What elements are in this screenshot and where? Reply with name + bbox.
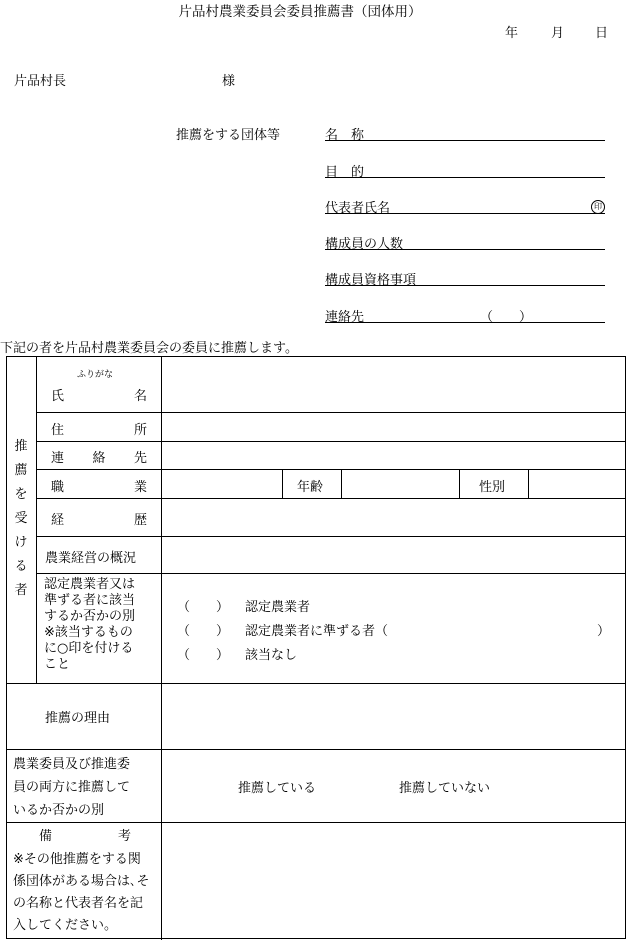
org-contact-label: 連絡先 — [325, 310, 365, 325]
dual-yes-option[interactable]: 推薦している — [238, 781, 317, 796]
org-representative-label: 代表者氏名 — [325, 201, 391, 216]
option-paren[interactable]: （ ） — [177, 648, 230, 663]
option-none: 該当なし — [245, 648, 298, 663]
seal-icon: 印 — [591, 200, 605, 214]
side-label: 推 薦 を 受 け る 者 — [14, 439, 28, 598]
career-field[interactable] — [162, 499, 625, 536]
furigana-label: ふりがな — [77, 370, 114, 380]
date-month: 月 — [551, 26, 565, 41]
org-name-label: 名 称 — [325, 128, 365, 143]
address-label: 住 所 — [51, 423, 147, 438]
farm-management-label: 農業経営の概況 — [45, 551, 137, 566]
remarks-label: 備 考 — [39, 829, 131, 844]
addressee: 片品村長 — [14, 74, 67, 89]
dual-no-option[interactable]: 推薦していない — [399, 781, 491, 796]
divider — [36, 357, 37, 683]
option-paren[interactable]: （ ） — [177, 624, 230, 639]
dual-question-label: 農業委員及び推進委 員の両方に推薦して いるか否かの別 — [13, 757, 131, 818]
name-field[interactable] — [162, 357, 625, 412]
remarks-note: ※その他推薦をする関 係団体がある場合は､そ の名称と代表者名を記 入してください。 — [13, 852, 150, 933]
org-purpose-label: 目 的 — [325, 165, 365, 180]
intro-text: 下記の者を片品村農業委員会の委員に推薦します。 — [0, 341, 298, 356]
org-section-label: 推薦をする団体等 — [176, 128, 281, 143]
name-label: 氏 名 — [51, 389, 147, 404]
divider — [7, 749, 625, 750]
org-qualification-line[interactable] — [325, 285, 605, 286]
org-member-count-label: 構成員の人数 — [325, 237, 404, 252]
option-certified: 認定農業者 — [245, 600, 311, 615]
certified-question-label: 認定農業者又は 準ずる者に該当 するか否かの別 ※該当するもの に○印を付ける こと — [44, 577, 136, 672]
gender-field[interactable] — [529, 470, 625, 498]
org-purpose-line[interactable] — [325, 177, 605, 178]
date-year: 年 — [505, 26, 519, 41]
org-contact-line[interactable] — [325, 322, 605, 323]
org-representative-line[interactable] — [325, 213, 605, 214]
reason-label: 推薦の理由 — [45, 711, 111, 726]
org-qualification-label: 構成員資格事項 — [325, 273, 417, 288]
occupation-field[interactable] — [162, 470, 282, 498]
contact-label: 連 絡 先 — [51, 451, 147, 466]
occupation-label: 職 業 — [51, 480, 147, 495]
option-equivalent-close: ） — [597, 624, 611, 639]
recommendation-form — [6, 356, 626, 939]
contact-field[interactable] — [162, 442, 625, 469]
reason-field[interactable] — [162, 684, 625, 749]
divider — [459, 469, 460, 498]
org-name-line[interactable] — [325, 140, 605, 141]
gender-label: 性別 — [479, 480, 506, 495]
farm-management-field[interactable] — [162, 537, 625, 573]
org-member-count-line[interactable] — [325, 249, 605, 250]
remarks-field[interactable] — [162, 823, 625, 938]
career-label: 経 歴 — [51, 513, 147, 528]
age-label: 年齢 — [297, 480, 324, 495]
address-field[interactable] — [162, 413, 625, 441]
divider — [36, 573, 625, 574]
document-title: 片品村農業委員会委員推薦書（団体用） — [178, 4, 422, 20]
honorific: 様 — [222, 74, 236, 89]
age-field[interactable] — [342, 470, 459, 498]
date-day: 日 — [595, 26, 609, 41]
divider — [282, 469, 283, 498]
option-paren[interactable]: （ ） — [177, 600, 230, 615]
option-equivalent: 認定農業者に準ずる者（ — [245, 624, 389, 639]
org-contact-paren: （ ） — [480, 310, 533, 325]
